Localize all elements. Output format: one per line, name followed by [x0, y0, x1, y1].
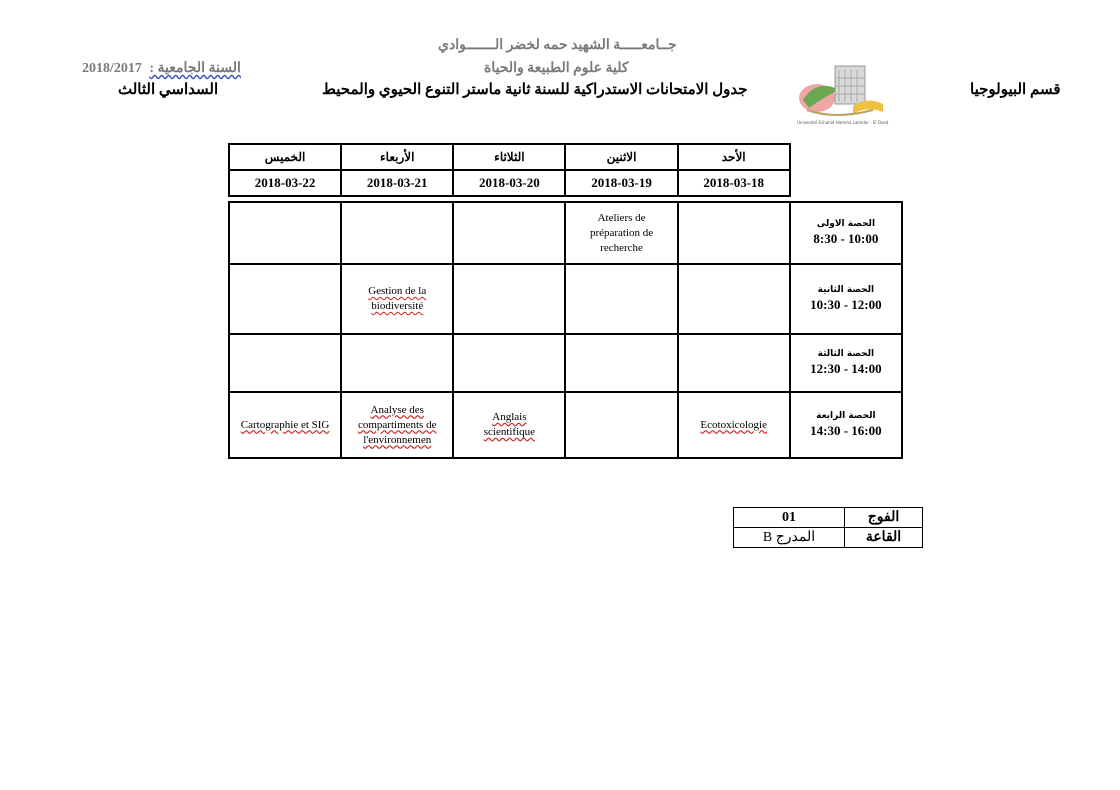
- group-room-box: [733, 507, 923, 548]
- academic-year-value: 2018/2017: [82, 61, 142, 76]
- date-monday: 2018-03-19: [565, 170, 677, 196]
- exam-cell: [341, 202, 453, 264]
- exam-subject: Gestion de la biodiversité: [368, 285, 427, 312]
- group-row: [734, 508, 923, 528]
- slot-name: الحصة الثالثة: [817, 349, 875, 359]
- exam-cell: [341, 392, 453, 458]
- semester: السداسي الثالث: [118, 82, 219, 98]
- slot-time: 12:30 - 14:00: [810, 361, 882, 376]
- date-row: [229, 170, 902, 196]
- exam-cell: [678, 264, 790, 334]
- exam-cell: [678, 334, 790, 392]
- date-gap: [790, 170, 902, 196]
- slot-name: الحصة الثانية: [817, 285, 875, 295]
- room-value: المدرج B: [734, 528, 845, 548]
- exam-subject: Cartographie et SIG: [240, 418, 330, 431]
- slot-time: 10:30 - 12:00: [810, 297, 882, 312]
- exam-cell: [341, 334, 453, 392]
- day-header-monday: الاثنين: [565, 144, 677, 170]
- exam-cell: [678, 202, 790, 264]
- exam-cell: [565, 264, 677, 334]
- slot-name: الحصة الاولى: [816, 219, 876, 229]
- exam-cell: [565, 392, 677, 458]
- exam-cell: [565, 334, 677, 392]
- exam-cell: [453, 334, 565, 392]
- date-thursday: 2018-03-22: [229, 170, 341, 196]
- date-tuesday: 2018-03-20: [453, 170, 565, 196]
- day-header-thursday: الخميس: [229, 144, 341, 170]
- exam-cell: [229, 202, 341, 264]
- day-header-wednesday: الأربعاء: [341, 144, 453, 170]
- room-row: [734, 528, 923, 548]
- slot-row-2: [229, 264, 902, 334]
- logo-caption: Université Echahid Hamma Lakhdar - El Oued: [797, 120, 889, 125]
- slot-row-1: [229, 202, 902, 264]
- slot-row-4: [229, 392, 902, 458]
- day-name-row: [229, 144, 902, 170]
- exam-cell: [229, 392, 341, 458]
- slot-label-1: [790, 202, 902, 264]
- exam-schedule-table: [228, 143, 903, 459]
- university-name-text: جــامعـــــة الشهيد حمه لخضر الـــــــوادي: [438, 38, 677, 53]
- slot-row-3: [229, 334, 902, 392]
- academic-year-label: السنة الجامعية :: [149, 61, 241, 76]
- header-gap: [790, 144, 902, 170]
- room-label: القاعة: [845, 528, 923, 548]
- exam-cell: [229, 334, 341, 392]
- exam-cell: [341, 264, 453, 334]
- department-name: قسم البيولوجيا: [970, 82, 1061, 98]
- exam-subject: Ecotoxicologie: [700, 418, 767, 431]
- slot-time: 8:30 - 10:00: [813, 231, 879, 246]
- exam-subject: Ateliers de préparation de recherche: [589, 211, 654, 254]
- exam-cell: [453, 264, 565, 334]
- exam-subject: Anglais scientifique: [483, 411, 536, 438]
- exam-cell: [678, 392, 790, 458]
- slot-label-2: [790, 264, 902, 334]
- slot-name: الحصة الرابعة: [816, 411, 876, 421]
- group-label: الفوج: [845, 508, 923, 528]
- exam-cell: [229, 264, 341, 334]
- group-value: 01: [734, 508, 845, 528]
- schedule-title: جدول الامتحانات الاستدراكية للسنة ثانية ماستر التنوع الحيوي والمحيط: [322, 82, 748, 98]
- day-header-tuesday: الثلاثاء: [453, 144, 565, 170]
- slot-label-4: [790, 392, 902, 458]
- day-header-sunday: الأحد: [678, 144, 790, 170]
- slot-time: 14:30 - 16:00: [810, 423, 882, 438]
- exam-subject: Analyse des compartiments de l'environnemen: [357, 403, 437, 446]
- slot-label-3: [790, 334, 902, 392]
- exam-cell: [453, 392, 565, 458]
- exam-cell: [565, 202, 677, 264]
- university-logo: [795, 60, 890, 132]
- academic-year: [82, 60, 241, 77]
- date-wednesday: 2018-03-21: [341, 170, 453, 196]
- date-sunday: 2018-03-18: [678, 170, 790, 196]
- exam-cell: [453, 202, 565, 264]
- faculty-name: كلية علوم الطبيعة والحياة: [484, 61, 629, 76]
